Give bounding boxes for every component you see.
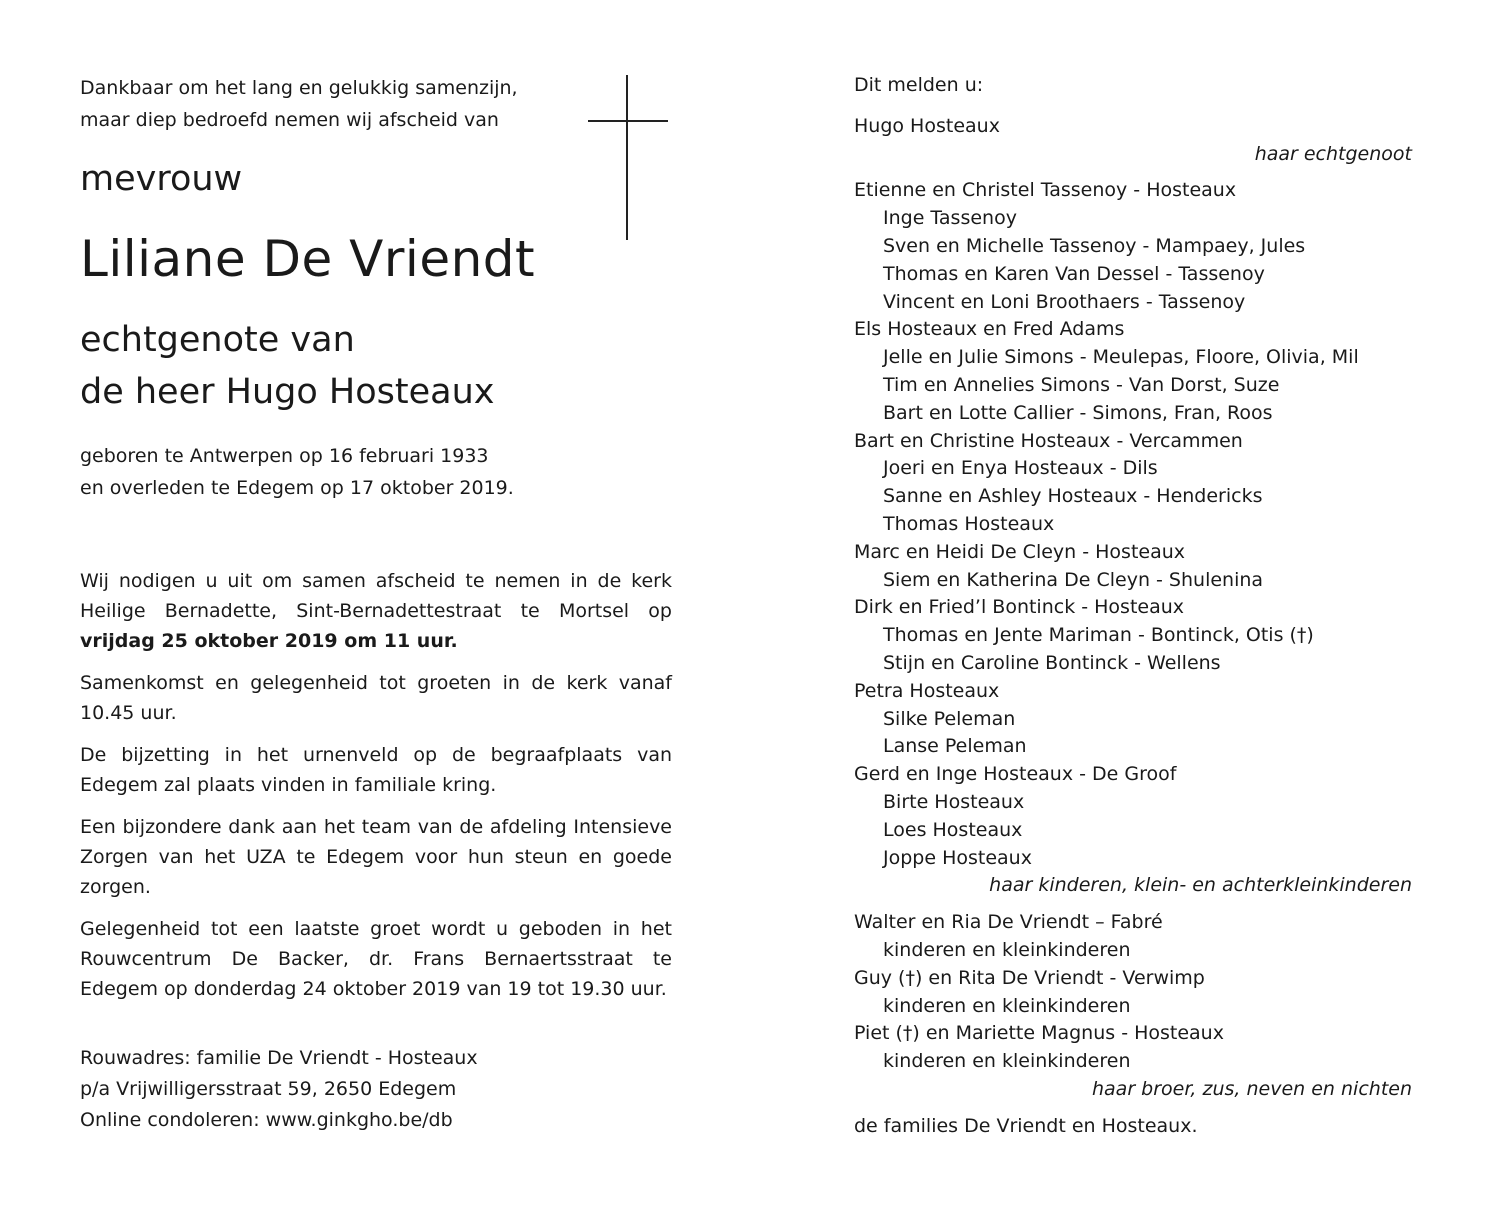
ceremony-datetime: vrijdag 25 oktober 2019 om 11 uur.	[80, 630, 458, 652]
intro-line: Dankbaar om het lang en gelukkig samenzijn,	[80, 77, 518, 99]
family-entry: Stijn en Caroline Bontinck - Wellens	[883, 651, 1221, 674]
family-entry: Lanse Peleman	[883, 735, 1027, 758]
condolence-link: Online condoleren: www.ginkgho.be/db	[80, 1109, 453, 1131]
intro-block	[80, 72, 672, 136]
family-entry: Inge Tassenoy	[883, 207, 1017, 230]
family-entry: Walter en Ria De Vriendt – Fabré	[854, 911, 1163, 934]
family-entry: Joeri en Enya Hosteaux - Dils	[883, 457, 1158, 480]
relation-label: haar kinderen, klein- en achterkleinkinderen	[989, 874, 1412, 897]
family-entry: Guy (†) en Rita De Vriendt - Verwimp	[854, 966, 1205, 989]
family-entry: Jelle en Julie Simons - Meulepas, Floore, Olivia, Mil	[883, 346, 1359, 369]
family-entry: kinderen en kleinkinderen	[883, 1050, 1131, 1073]
children-list	[854, 177, 1412, 872]
address-line: Rouwadres: familie De Vriendt - Hosteaux	[80, 1047, 478, 1069]
family-entry: kinderen en kleinkinderen	[883, 938, 1131, 961]
family-entry: Joppe Hosteaux	[883, 846, 1032, 869]
family-entry: kinderen en kleinkinderen	[883, 994, 1131, 1017]
cross-icon	[588, 75, 668, 240]
family-list	[854, 72, 1412, 1140]
spouse-line: de heer Hugo Hosteaux	[80, 372, 495, 412]
family-entry: Tim en Annelies Simons - Van Dorst, Suze	[883, 373, 1280, 396]
intro-line: maar diep bedroefd nemen wij afscheid van	[80, 109, 499, 131]
paragraph: De bijzetting in het urnenveld op de begraafplaats van Edegem zal plaats vinden in familiale kring.	[80, 744, 672, 796]
paragraph: Samenkomst en gelegenheid tot groeten in de kerk vanaf 10.45 uur.	[80, 672, 672, 724]
ceremony-text	[80, 566, 672, 1016]
family-entry: Petra Hosteaux	[854, 679, 1000, 702]
dates-block	[80, 440, 514, 504]
announce-line: Dit melden u:	[854, 74, 984, 96]
deceased-name: Liliane De Vriendt	[80, 230, 536, 288]
relation-label: haar echtgenoot	[1254, 142, 1412, 165]
birth-line: geboren te Antwerpen op 16 februari 1933	[80, 445, 489, 467]
paragraph: Gelegenheid tot een laatste groet wordt u geboden in het Rouwcentrum De Backer, dr. Frans Bernaertsstraat te Edegem op donderdag 24 oktober 2019 van 19 tot 19.30 uur.	[80, 918, 672, 1000]
family-entry: Thomas en Karen Van Dessel - Tassenoy	[883, 262, 1265, 285]
spouse-block	[80, 314, 494, 418]
family-entry: Dirk en Fried’l Bontinck - Hosteaux	[854, 596, 1185, 619]
husband-name: Hugo Hosteaux	[854, 114, 1000, 137]
family-entry: Piet (†) en Mariette Magnus - Hosteaux	[854, 1022, 1224, 1045]
family-entry: Marc en Heidi De Cleyn - Hosteaux	[854, 540, 1186, 563]
relation-label: haar broer, zus, neven en nichten	[1091, 1077, 1412, 1100]
family-entry: Loes Hosteaux	[883, 818, 1023, 841]
family-entry: Vincent en Loni Broothaers - Tassenoy	[883, 290, 1246, 313]
address-block	[80, 1043, 478, 1136]
closing-line: de families De Vriendt en Hosteaux.	[854, 1114, 1198, 1137]
family-entry: Birte Hosteaux	[883, 790, 1025, 813]
family-entry: Silke Peleman	[883, 707, 1016, 730]
death-line: en overleden te Edegem op 17 oktober 2019.	[80, 477, 514, 499]
family-entry: Siem en Katherina De Cleyn - Shulenina	[883, 568, 1264, 591]
invitation-paragraph: Wij nodigen u uit om samen afscheid te nemen in de kerk Heilige Bernadette, Sint-Bernadettestraat te Mortsel op vrijdag 25 oktober 2019 om 11 uur.	[80, 570, 672, 652]
family-entry: Bart en Lotte Callier - Simons, Fran, Roos	[883, 401, 1273, 424]
family-entry: Gerd en Inge Hosteaux - De Groof	[854, 763, 1177, 786]
address-line: p/a Vrijwilligersstraat 59, 2650 Edegem	[80, 1078, 457, 1100]
honorific: mevrouw	[80, 159, 243, 199]
family-entry: Etienne en Christel Tassenoy - Hosteaux	[854, 179, 1237, 202]
family-entry: Sanne en Ashley Hosteaux - Hendericks	[883, 485, 1263, 508]
paragraph: Een bijzondere dank aan het team van de afdeling Intensieve Zorgen van het UZA te Edegem voor hun steun en goede zorgen.	[80, 816, 672, 898]
family-entry: Thomas Hosteaux	[883, 512, 1055, 535]
family-entry: Thomas en Jente Mariman - Bontinck, Otis (†)	[883, 624, 1314, 647]
spouse-line: echtgenote van	[80, 320, 355, 360]
family-entry: Sven en Michelle Tassenoy - Mampaey, Jules	[883, 234, 1306, 257]
siblings-list	[854, 909, 1412, 1076]
family-entry: Els Hosteaux en Fred Adams	[854, 318, 1125, 341]
family-entry: Bart en Christine Hosteaux - Vercammen	[854, 429, 1243, 452]
